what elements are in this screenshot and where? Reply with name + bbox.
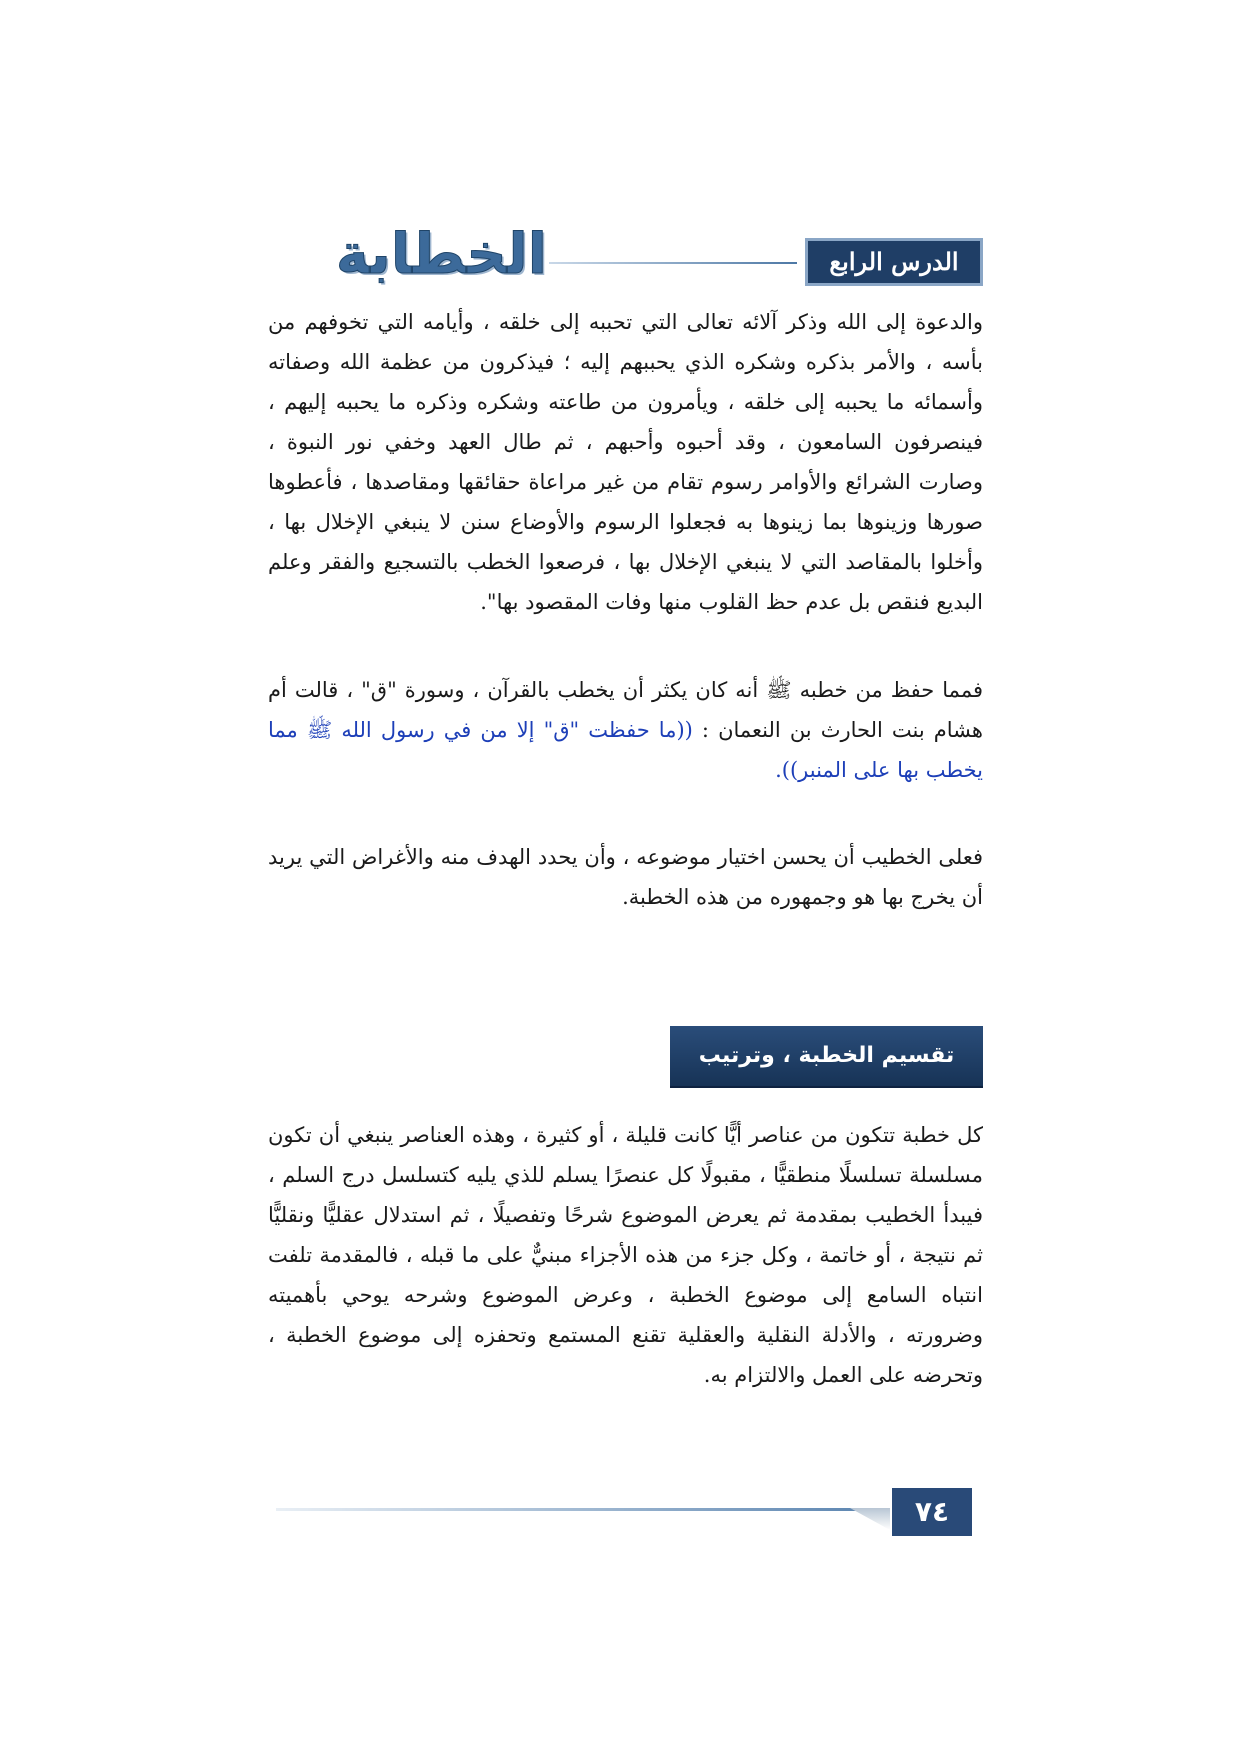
page-title: الخطابة xyxy=(335,222,547,287)
paragraph-text: كل خطبة تتكون من عناصر أيًّا كانت قليلة ، أو كثيرة ، وهذه العناصر ينبغي أن تكون مسلسلة تسلسلًا منطقيًّا ، مقبولًا كل عنصرًا يسلم للذي يليه كتسلسل درج السلم ، فيبدأ الخطيب بمقدمة ثم يعرض الموضوع شرحًا وتفصيلًا ، ثم استدلال عقليًّا ونقليًّا ثم نتيجة ، أو خاتمة ، وكل جزء من هذه الأجزاء مبنيٌّ على ما قبله ، فالمقدمة تلفت انتباه السامع إلى موضوع الخطبة ، وعرض الموضوع وشرحه يوحي بأهميته وضرورته ، والأدلة النقلية والعقلية تقنع المستمع وتحفزه إلى موضوع الخطبة ، وتحرضه على العمل والالتزام به. xyxy=(268,1123,983,1387)
footer-divider-notch xyxy=(850,1508,890,1530)
paragraph-text xyxy=(268,670,983,790)
section-heading: تقسيم الخطبة ، وترتيب أفكارها xyxy=(670,1026,983,1088)
body-paragraph-4 xyxy=(268,1115,983,1395)
hadith-quote: ((ما حفظت "ق" إلا من في رسول الله ﷺ مما يخطب بها على المنبر)). xyxy=(268,718,983,782)
header-divider xyxy=(549,262,797,264)
paragraph-intro: فمما حفظ من خطبه ﷺ أنه كان يكثر أن يخطب بالقرآن ، وسورة "ق" ، قالت أم هشام بنت الحارث بن النعمان : xyxy=(268,678,983,742)
body-paragraph-2 xyxy=(268,670,983,790)
lesson-label: الدرس الرابع xyxy=(805,238,983,286)
page-number: ٧٤ xyxy=(892,1488,972,1536)
body-paragraph-3 xyxy=(268,837,983,917)
page-header xyxy=(268,222,983,288)
paragraph-text: والدعوة إلى الله وذكر آلائه تعالى التي تحببه إلى خلقه ، وأيامه التي تخوفهم من بأسه ، والأمر بذكره وشكره الذي يحببهم إليه ؛ فيذكرون من عظمة الله وصفاته وأسمائه ما يحببه إلى خلقه ، ويأمرون من طاعته وشكره وذكره ما يحببه إليهم ، فينصرفون السامعون ، وقد أحبوه وأحبهم ، ثم طال العهد وخفي نور النبوة ، وصارت الشرائع والأوامر رسوم تقام من غير مراعاة حقائقها ومقاصدها ، فأعطوها صورها وزينوها بما زينوها به فجعلوا الرسوم والأوضاع سنن لا ينبغي الإخلال بها ، وأخلوا بالمقاصد التي لا ينبغي الإخلال بها ، فرصعوا الخطب بالتسجيع والفقر وعلم البديع فنقص بل عدم حظ القلوب منها وفات المقصود بها". xyxy=(268,310,983,614)
body-paragraph-1 xyxy=(268,302,983,622)
paragraph-text: فعلى الخطيب أن يحسن اختيار موضوعه ، وأن يحدد الهدف منه والأغراض التي يريد أن يخرج بها هو وجمهوره من هذه الخطبة. xyxy=(268,845,983,909)
footer-divider xyxy=(276,1508,880,1511)
